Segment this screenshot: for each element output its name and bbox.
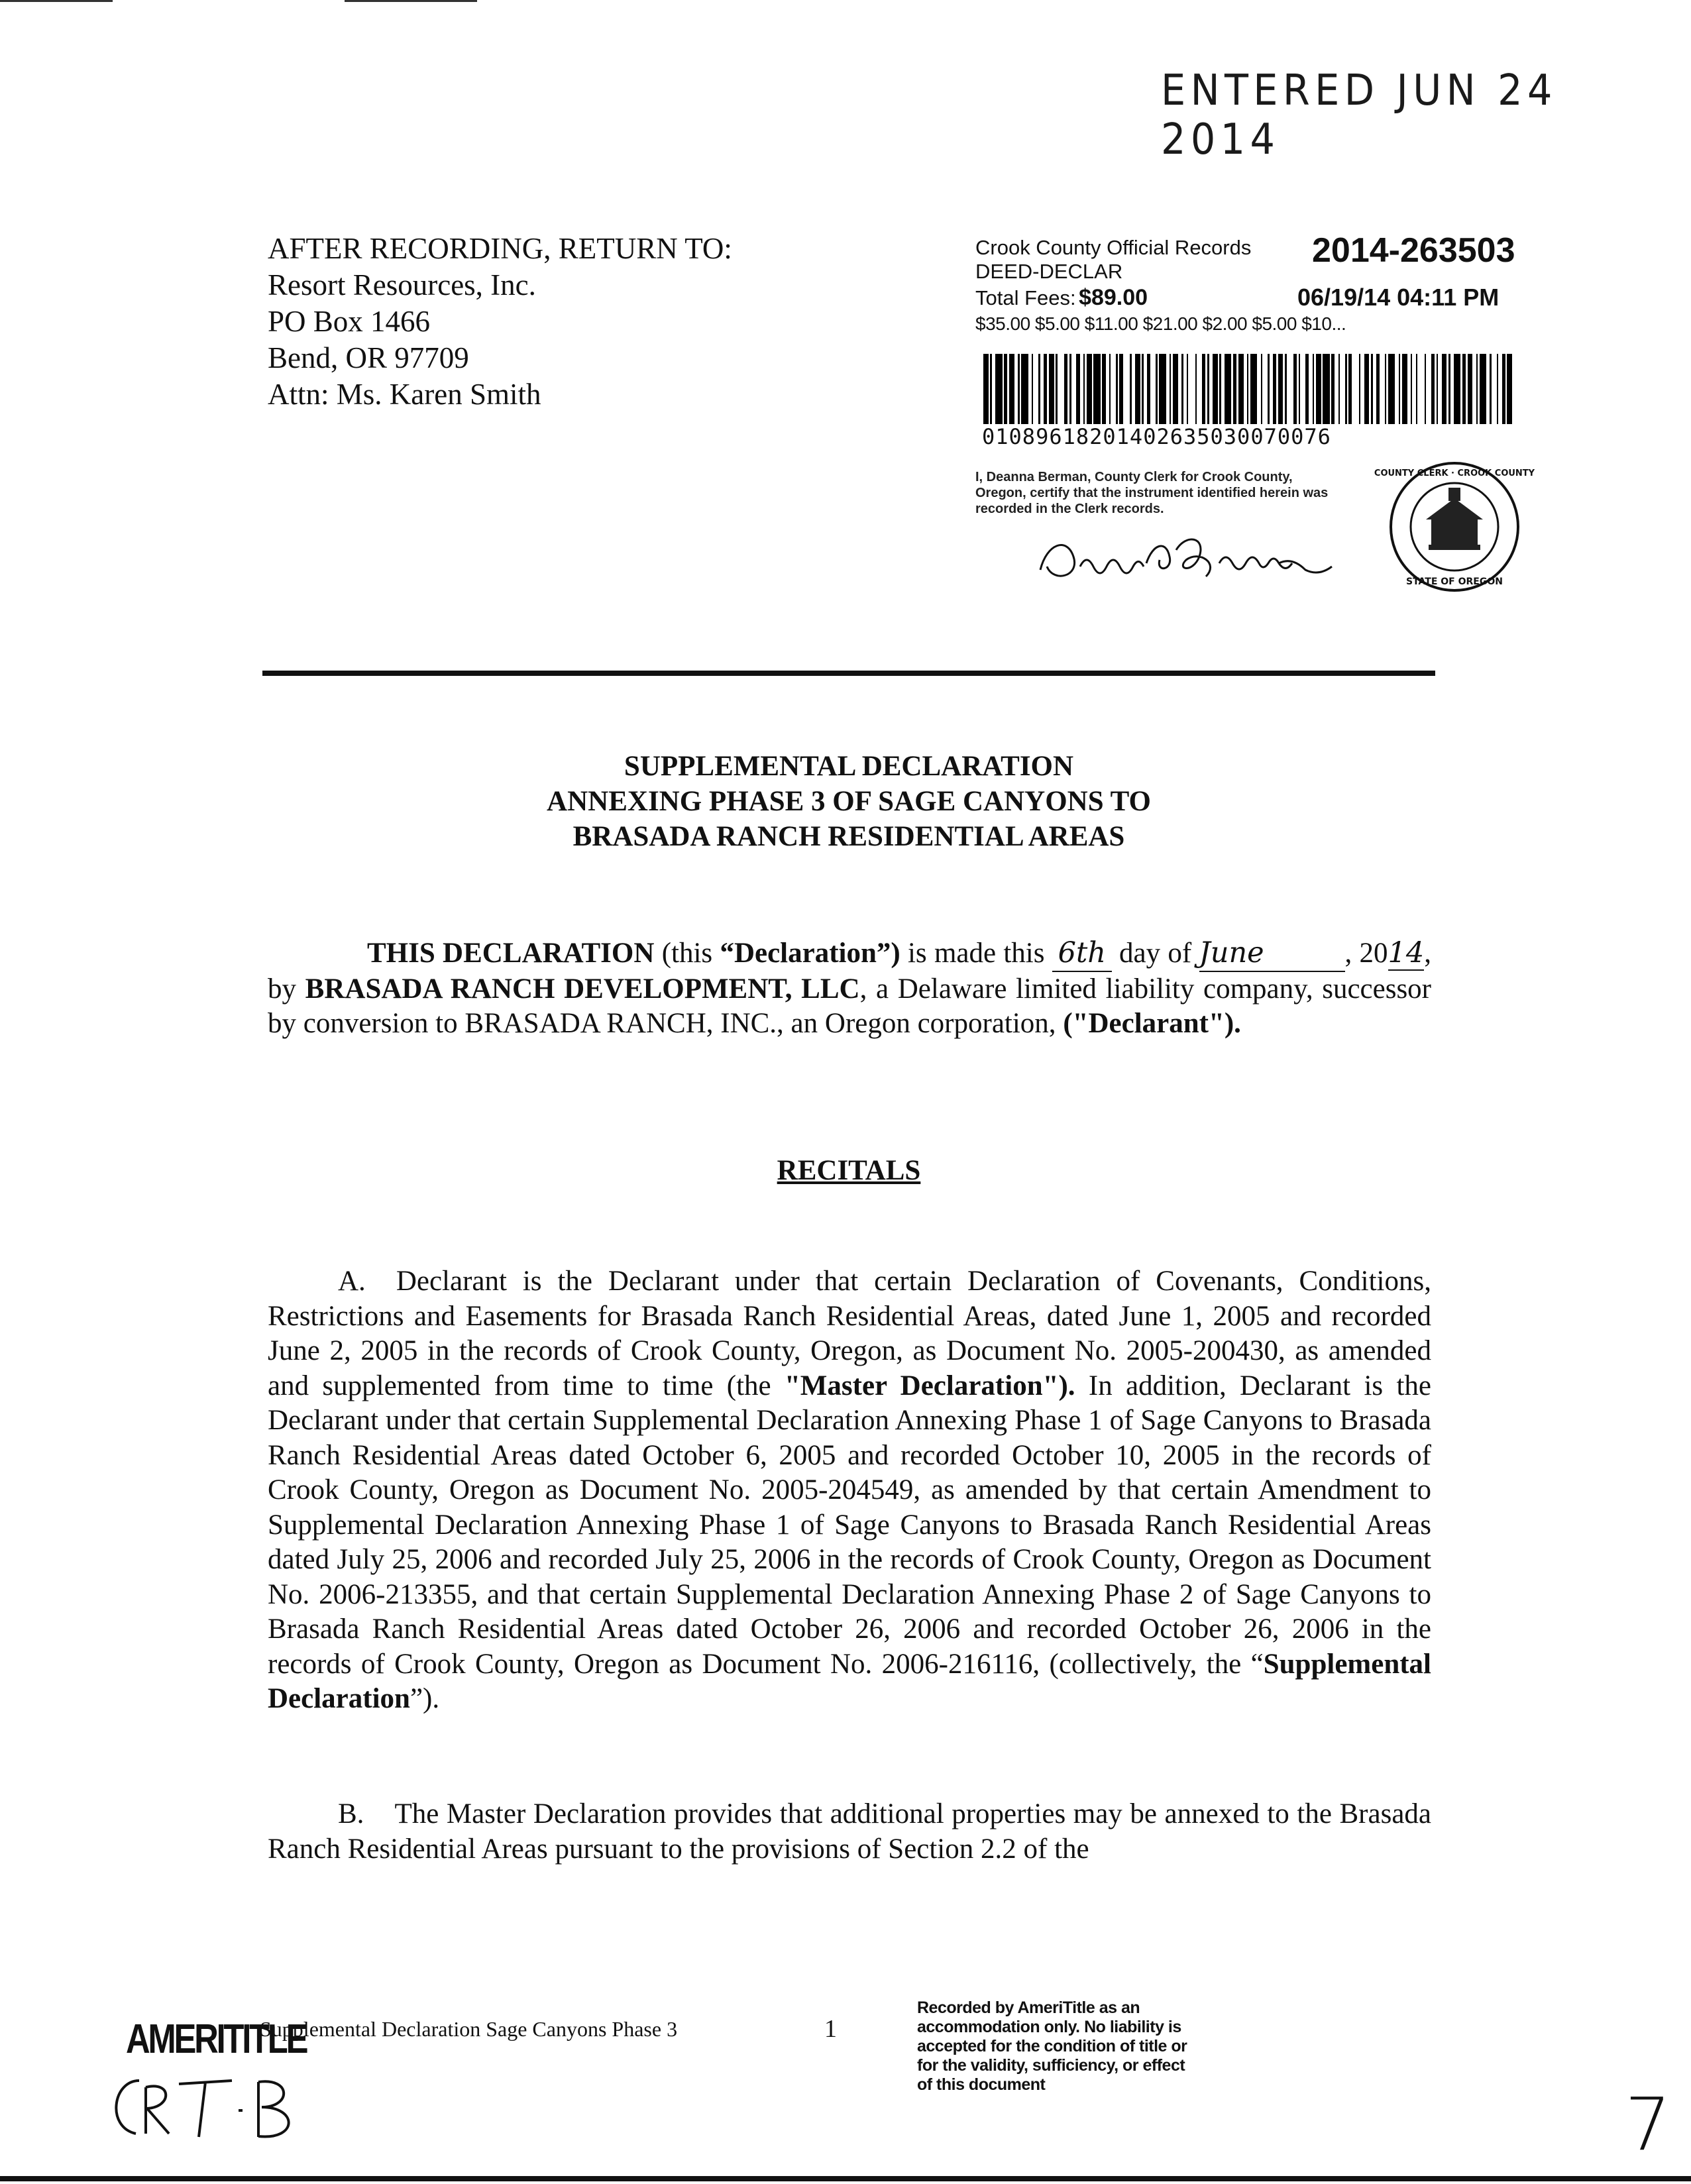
intro-text: is made this	[907, 938, 1045, 969]
document-type: DEED-DECLAR	[975, 260, 1123, 283]
handwritten-code	[99, 2067, 325, 2169]
barcode-bar	[1159, 354, 1166, 424]
barcode-bar	[1181, 354, 1183, 424]
barcode-bar	[1454, 354, 1460, 424]
intro-defined-term: “Declaration”)	[720, 938, 900, 969]
barcode-bar	[990, 354, 992, 424]
recital-text: In addition, Declarant is the Declarant under that certain Supplemental Declaration Annexing Phase 1 of Sage Canyons to Brasada Ranch Residential Areas dated October 6, 2005 and recorded October 10, 2005 in the records of Crook County, Oregon as Document No. 2005-204549, as amended by that certain Amendment to Supplemental Declaration Annexing Phase 1 of Sage Canyons to Brasada Ranch Residential Areas dated July 25, 2006 and recorded July 25, 2006 in the records of Crook County, Oregon as Document No. 2006-213355, and that certain Supplemental Declaration Annexing Phase 2 of Sage Canyons to Brasada Ranch Residential Areas dated October 26, 2006 and recorded October 26, 2006 in the records of Crook County, Oregon as Document No. 2006-216116, (collectively, the “	[268, 1370, 1431, 1680]
return-heading: AFTER RECORDING, RETURN TO:	[268, 232, 732, 265]
supplemental-declaration-term: Supplemental Declaration	[268, 1648, 1431, 1714]
barcode-bar	[1364, 354, 1370, 424]
barcode-bar	[1170, 354, 1172, 424]
intro-text: day of	[1119, 938, 1192, 969]
barcode-bar	[1207, 354, 1209, 424]
return-line: Bend, OR 97709	[268, 341, 469, 374]
barcode-bar	[1213, 354, 1218, 424]
barcode-bar	[1359, 354, 1361, 424]
barcode-bar	[995, 354, 1002, 424]
barcode-bar	[1044, 354, 1047, 424]
barcode-bar	[1402, 354, 1407, 424]
barcode-bar	[1225, 354, 1231, 424]
barcode-bar	[1083, 354, 1085, 424]
barcode	[983, 354, 1521, 424]
barcode-bar	[1069, 354, 1071, 424]
recording-datetime: 06/19/14 04:11 PM	[1297, 284, 1500, 311]
barcode-bar	[1233, 354, 1236, 424]
clerk-signature	[1034, 530, 1365, 593]
barcode-bar	[1261, 354, 1263, 424]
entered-stamp: ENTERED JUN 24 2014	[1161, 66, 1557, 164]
recital-a	[268, 1264, 1431, 1717]
barcode-bar	[1273, 354, 1276, 424]
barcode-bar	[1195, 354, 1197, 424]
barcode-bar	[983, 354, 989, 424]
barcode-bar	[1507, 354, 1512, 424]
barcode-bar	[1323, 354, 1329, 424]
barcode-bar	[1502, 354, 1505, 424]
intro-text: (this	[661, 938, 713, 969]
barcode-bar	[1338, 354, 1340, 424]
barcode-bar	[1371, 354, 1373, 424]
recital-text: ”).	[409, 1683, 440, 1714]
recital-label: A.	[338, 1266, 366, 1297]
page-number: 1	[824, 2015, 837, 2043]
barcode-bar	[1388, 354, 1395, 424]
barcode-bar	[1130, 354, 1132, 424]
barcode-bar	[1116, 354, 1118, 424]
bottom-edge-line	[0, 2176, 1691, 2181]
seal-top-text: COUNTY CLERK · CROOK COUNTY	[1374, 468, 1535, 478]
recital-text: Declarant is the Declarant under that certain Declaration of Covenants, Conditions, Restrictions and Easements for Brasada Ranch Residential Areas, dated June 1, 2005 and recorded June 2, 2005 in the records of Crook County, Oregon, as Document No. 2005-200430, as amended and supplemented from time to time (the	[268, 1266, 1431, 1401]
barcode-bar	[1437, 354, 1439, 424]
document-number: 2014-263503	[1312, 231, 1515, 270]
barcode-bar	[1285, 354, 1287, 424]
barcode-bar	[1004, 354, 1007, 424]
barcode-bar	[1442, 354, 1447, 424]
barcode-bar	[1156, 354, 1158, 424]
barcode-bar	[1135, 354, 1140, 424]
barcode-bar	[1278, 354, 1283, 424]
barcode-bar	[1049, 354, 1054, 424]
recital-label: B.	[338, 1798, 364, 1829]
title-line: ANNEXING PHASE 3 OF SAGE CANYONS TO	[547, 786, 1151, 817]
barcode-bar	[1293, 354, 1297, 424]
barcode-bar	[1490, 354, 1492, 424]
barcode-bar	[1147, 354, 1150, 424]
ameritite-disclaimer: Recorded by AmeriTitle as an accommodation only. No liability is accepted for the condition of title or for the validity, sufficiency, or effect of this document	[917, 1998, 1187, 2094]
barcode-bar	[1219, 354, 1221, 424]
document-title	[262, 749, 1435, 854]
barcode-bar	[1038, 354, 1040, 424]
barcode-bar	[1448, 354, 1450, 424]
barcode-bar	[1109, 354, 1111, 424]
barcode-bar	[1462, 354, 1466, 424]
barcode-bar	[1076, 354, 1079, 424]
corner-mark: 7	[1625, 2082, 1671, 2167]
title-line: SUPPLEMENTAL DECLARATION	[624, 751, 1074, 782]
county-seal	[1374, 457, 1535, 600]
barcode-bar	[1480, 354, 1486, 424]
barcode-bar	[1087, 354, 1092, 424]
footer-document-title: Supplemental Declaration Sage Canyons Phase 3	[260, 2017, 678, 2041]
barcode-bar	[1119, 354, 1122, 424]
intro-lead: THIS DECLARATION	[367, 938, 655, 969]
barcode-bar	[1345, 354, 1347, 424]
recital-b	[268, 1797, 1431, 1867]
return-line: Attn: Ms. Karen Smith	[268, 378, 541, 411]
barcode-bar	[1416, 354, 1418, 424]
barcode-bar	[1009, 354, 1014, 424]
handwritten-day: 6th	[1052, 936, 1112, 972]
return-line: Resort Resources, Inc.	[268, 268, 536, 301]
intro-text: , by	[268, 938, 1432, 1005]
barcode-bar	[1431, 354, 1435, 424]
barcode-bar	[1250, 354, 1257, 424]
barcode-bar	[1018, 354, 1020, 424]
barcode-bar	[1331, 354, 1335, 424]
barcode-bar	[1268, 354, 1270, 424]
clerk-certification: I, Deanna Berman, County Clerk for Crook County, Oregon, certify that the instrument identified herein was recorded in the Clerk records.	[975, 470, 1329, 516]
master-declaration-term: "Master Declaration").	[784, 1370, 1075, 1401]
barcode-number: 01089618201402635030070076	[982, 424, 1331, 449]
barcode-bar	[1247, 354, 1249, 424]
seal-bottom-text: STATE OF OREGON	[1406, 576, 1503, 587]
return-line: PO Box 1466	[268, 305, 431, 338]
declarant-name: BRASADA RANCH DEVELOPMENT, LLC	[305, 973, 860, 1005]
barcode-bar	[1316, 354, 1321, 424]
barcode-bar	[1313, 354, 1315, 424]
recitals-heading: RECITALS	[777, 1155, 921, 1186]
top-edge-line	[0, 0, 1691, 2]
barcode-bar	[1299, 354, 1301, 424]
barcode-bar	[1202, 354, 1205, 424]
return-address-block	[268, 231, 732, 413]
barcode-bar	[1032, 354, 1034, 424]
handwritten-month: June	[1199, 936, 1345, 972]
barcode-bar	[1093, 354, 1100, 424]
handwritten-year: 14	[1388, 936, 1425, 969]
total-fees-value: $89.00	[1079, 285, 1148, 310]
barcode-bar	[1385, 354, 1387, 424]
fee-breakdown: $35.00 $5.00 $11.00 $21.00 $2.00 $5.00 $10...	[975, 313, 1346, 334]
recital-text: The Master Declaration provides that additional properties may be annexed to the Brasada Ranch Residential Areas pursuant to the provisions of Section 2.2 of the	[268, 1798, 1431, 1865]
barcode-bar	[1056, 354, 1058, 424]
title-line: BRASADA RANCH RESIDENTIAL AREAS	[573, 821, 1125, 852]
barcode-bar	[1376, 354, 1380, 424]
declarant-term: ("Declarant").	[1063, 1008, 1241, 1039]
barcode-bar	[1102, 354, 1105, 424]
barcode-bar	[1173, 354, 1178, 424]
barcode-bar	[1021, 354, 1028, 424]
barcode-bar	[1476, 354, 1478, 424]
barcode-bar	[1468, 354, 1473, 424]
intro-text: , 20	[1344, 938, 1388, 969]
barcode-bar	[1399, 354, 1401, 424]
barcode-bar	[1187, 354, 1189, 424]
header-divider	[262, 671, 1435, 676]
barcode-bar	[1425, 354, 1427, 424]
total-fees-label: Total Fees:	[975, 286, 1076, 309]
ameritite-logo: AMERITITLE	[126, 2016, 307, 2062]
recording-office: Crook County Official Records	[975, 236, 1252, 259]
barcode-bar	[1142, 354, 1144, 424]
barcode-bar	[1497, 354, 1499, 424]
barcode-bar	[1064, 354, 1067, 424]
recording-stamp	[975, 231, 1545, 449]
barcode-bar	[1238, 354, 1244, 424]
barcode-bar	[1305, 354, 1309, 424]
barcode-bar	[1348, 354, 1352, 424]
intro-text: , a Delaware limited liability company, successor by conversion to BRASADA RANCH, INC., an Oregon corporation,	[268, 973, 1432, 1039]
intro-paragraph	[268, 936, 1431, 1042]
barcode-bar	[1411, 354, 1413, 424]
